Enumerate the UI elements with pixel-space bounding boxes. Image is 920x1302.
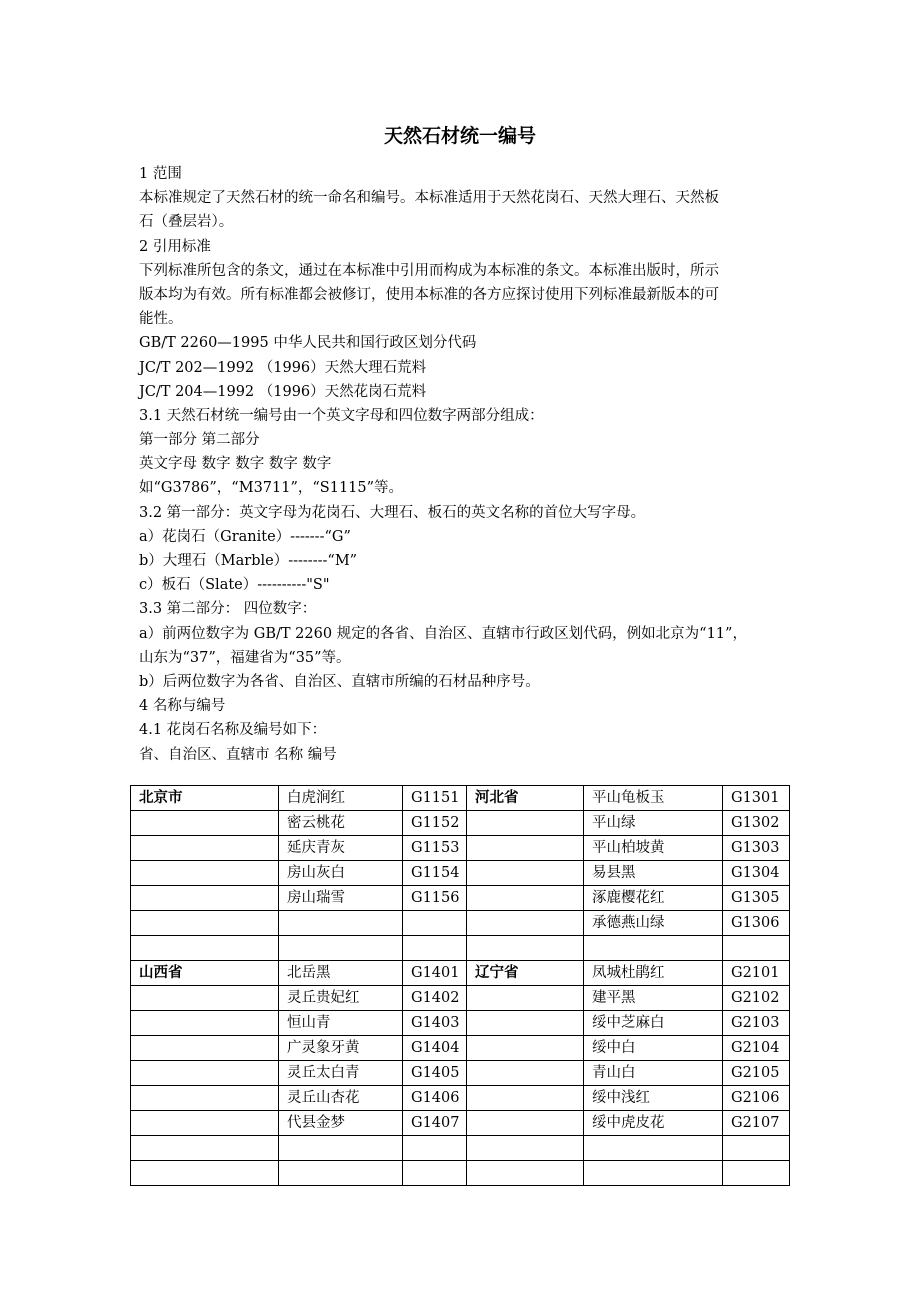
table-row — [131, 911, 790, 936]
province-cell — [467, 1036, 584, 1061]
stone-code-cell: G2104 — [723, 1036, 790, 1061]
table-row — [131, 886, 790, 911]
stone-name-cell — [584, 1161, 723, 1186]
table-row — [131, 1111, 790, 1136]
stone-name-cell: 承德燕山绿 — [584, 911, 723, 936]
paragraph-line: 省、自治区、直辖市 名称 编号 — [139, 746, 337, 763]
stone-name-cell: 平山龟板玉 — [584, 786, 723, 811]
table-row — [131, 1036, 790, 1061]
paragraph-line: a）前两位数字为 GB/T 2260 规定的各省、自治区、直辖市行政区划代码，例如北京为“11”， — [139, 625, 747, 642]
province-cell — [467, 1136, 584, 1161]
paragraph-line: 3.1 天然石材统一编号由一个英文字母和四位数字两部分组成： — [139, 407, 544, 424]
province-cell — [467, 836, 584, 861]
province-cell — [467, 1111, 584, 1136]
province-cell — [467, 1161, 584, 1186]
paragraph-line: 第一部分 第二部分 — [139, 432, 260, 449]
paragraph-line: GB/T 2260—1995 中华人民共和国行政区划分代码 — [139, 335, 477, 352]
stone-name-cell: 绥中白 — [584, 1036, 723, 1061]
stone-name-cell: 绥中芝麻白 — [584, 1011, 723, 1036]
stone-code-cell: G1156 — [403, 886, 467, 911]
table-row — [131, 1161, 790, 1186]
paragraph-line: c）板石（Slate）----------"S" — [139, 577, 330, 594]
stone-code-cell: G1406 — [403, 1086, 467, 1111]
province-cell — [131, 986, 279, 1011]
province-cell — [131, 861, 279, 886]
stone-name-cell: 密云桃花 — [279, 811, 403, 836]
province-cell — [131, 836, 279, 861]
table-row — [131, 1011, 790, 1036]
stone-name-cell: 灵丘山杏花 — [279, 1086, 403, 1111]
stone-code-cell: G1303 — [723, 836, 790, 861]
table-row — [131, 1061, 790, 1086]
stone-code-cell: G1404 — [403, 1036, 467, 1061]
province-cell — [467, 936, 584, 961]
table-row — [131, 811, 790, 836]
stone-name-cell: 恒山青 — [279, 1011, 403, 1036]
stone-name-cell: 涿鹿樱花红 — [584, 886, 723, 911]
province-cell — [131, 1011, 279, 1036]
stone-code-cell — [403, 1136, 467, 1161]
province-cell: 河北省 — [467, 786, 584, 811]
stone-name-cell: 平山绿 — [584, 811, 723, 836]
stone-code-cell: G1154 — [403, 861, 467, 886]
paragraph-line: a）花岗石（Granite）-------“G” — [139, 528, 351, 545]
province-cell — [131, 911, 279, 936]
province-cell — [131, 936, 279, 961]
paragraph-line: JC/T 202—1992 （1996）天然大理石荒料 — [139, 359, 427, 376]
province-cell: 辽宁省 — [467, 961, 584, 986]
stone-code-cell: G1402 — [403, 986, 467, 1011]
paragraph-line: 4 名称与编号 — [139, 698, 226, 715]
province-cell — [467, 811, 584, 836]
province-cell — [131, 886, 279, 911]
stone-code-cell: G1405 — [403, 1061, 467, 1086]
province-cell — [467, 1011, 584, 1036]
paragraph-line: 能性。 — [139, 311, 183, 328]
stone-name-cell: 房山瑞雪 — [279, 886, 403, 911]
stone-code-cell: G1152 — [403, 811, 467, 836]
province-cell: 北京市 — [131, 786, 279, 811]
table-row — [131, 786, 790, 811]
stone-code-cell: G1304 — [723, 861, 790, 886]
stone-code-cell — [403, 936, 467, 961]
table-row — [131, 861, 790, 886]
paragraph-line: 3.2 第一部分：英文字母为花岗石、大理石、板石的英文名称的首位大写字母。 — [139, 504, 646, 521]
stone-name-cell: 灵丘贵妃红 — [279, 986, 403, 1011]
stone-name-cell: 白虎涧红 — [279, 786, 403, 811]
paragraph-line: b）大理石（Marble）--------“M” — [139, 553, 358, 569]
stone-name-cell: 延庆青灰 — [279, 836, 403, 861]
stone-name-cell: 绥中虎皮花 — [584, 1111, 723, 1136]
stone-name-cell: 代县金梦 — [279, 1111, 403, 1136]
table-row — [131, 961, 790, 986]
granite-code-table — [130, 785, 790, 1186]
province-cell — [467, 986, 584, 1011]
stone-code-cell: G1153 — [403, 836, 467, 861]
province-cell — [131, 1111, 279, 1136]
province-cell — [131, 1136, 279, 1161]
document-title: 天然石材统一编号 — [383, 125, 536, 147]
stone-name-cell: 灵丘太白青 — [279, 1061, 403, 1086]
stone-code-cell: G2105 — [723, 1061, 790, 1086]
stone-code-cell — [403, 1161, 467, 1186]
stone-code-cell: G2107 — [723, 1111, 790, 1136]
province-cell — [131, 1061, 279, 1086]
stone-name-cell: 易县黑 — [584, 861, 723, 886]
stone-name-cell: 凤城杜鹃红 — [584, 961, 723, 986]
stone-code-cell: G1407 — [403, 1111, 467, 1136]
stone-name-cell: 青山白 — [584, 1061, 723, 1086]
table-row — [131, 936, 790, 961]
table-row — [131, 1086, 790, 1111]
stone-name-cell — [279, 1161, 403, 1186]
stone-code-cell — [723, 1136, 790, 1161]
paragraph-line: 如“G3786”，“M3711”，“S1115”等。 — [139, 480, 404, 497]
stone-name-cell: 建平黑 — [584, 986, 723, 1011]
stone-code-cell: G2101 — [723, 961, 790, 986]
document-body — [139, 162, 789, 767]
stone-code-cell: G1305 — [723, 886, 790, 911]
province-cell — [131, 1086, 279, 1111]
stone-code-cell: G1403 — [403, 1011, 467, 1036]
stone-name-cell — [279, 936, 403, 961]
stone-name-cell: 北岳黑 — [279, 961, 403, 986]
table-row — [131, 986, 790, 1011]
province-cell — [467, 911, 584, 936]
stone-name-cell: 绥中浅红 — [584, 1086, 723, 1111]
paragraph-line: 4.1 花岗石名称及编号如下： — [139, 722, 327, 739]
province-cell — [467, 1086, 584, 1111]
stone-code-cell: G1302 — [723, 811, 790, 836]
stone-code-cell: G1401 — [403, 961, 467, 986]
stone-code-cell: G2102 — [723, 986, 790, 1011]
paragraph-line: 版本均为有效。所有标准都会被修订，使用本标准的各方应探讨使用下列标准最新版本的可 — [139, 286, 719, 303]
stone-code-cell — [723, 936, 790, 961]
province-cell — [467, 1061, 584, 1086]
paragraph-line: 石（叠层岩）。 — [139, 214, 234, 231]
paragraph-line: b）后两位数字为各省、自治区、直辖市所编的石材品种序号。 — [139, 673, 540, 690]
table-row — [131, 836, 790, 861]
stone-code-cell: G1306 — [723, 911, 790, 936]
stone-code-cell: G1301 — [723, 786, 790, 811]
stone-code-cell: G2103 — [723, 1011, 790, 1036]
stone-name-cell — [584, 1136, 723, 1161]
province-cell — [131, 811, 279, 836]
stone-name-cell: 广灵象牙黄 — [279, 1036, 403, 1061]
province-cell — [131, 1036, 279, 1061]
paragraph-line: 本标准规定了天然石材的统一命名和编号。本标准适用于天然花岗石、天然大理石、天然板 — [139, 190, 719, 207]
stone-name-cell — [279, 911, 403, 936]
table-row — [131, 1136, 790, 1161]
stone-code-cell: G1151 — [403, 786, 467, 811]
paragraph-line: JC/T 204—1992 （1996）天然花岗石荒料 — [139, 383, 427, 400]
stone-code-cell — [723, 1161, 790, 1186]
paragraph-line: 下列标准所包含的条文，通过在本标准中引用而构成为本标准的条文。本标准出版时，所示 — [139, 262, 719, 279]
paragraph-line: 英文字母 数字 数字 数字 数字 — [139, 456, 332, 473]
paragraph-line: 1 范围 — [139, 166, 182, 182]
province-cell — [131, 1161, 279, 1186]
stone-code-cell — [403, 911, 467, 936]
stone-name-cell — [584, 936, 723, 961]
stone-name-cell: 平山柏坡黄 — [584, 836, 723, 861]
province-cell — [467, 861, 584, 886]
paragraph-line: 3.3 第二部分： 四位数字： — [139, 601, 317, 618]
paragraph-line: 2 引用标准 — [139, 238, 211, 255]
stone-code-cell: G2106 — [723, 1086, 790, 1111]
province-cell: 山西省 — [131, 961, 279, 986]
paragraph-line: 山东为“37”，福建省为“35”等。 — [139, 649, 351, 666]
province-cell — [467, 886, 584, 911]
stone-name-cell: 房山灰白 — [279, 861, 403, 886]
stone-name-cell — [279, 1136, 403, 1161]
